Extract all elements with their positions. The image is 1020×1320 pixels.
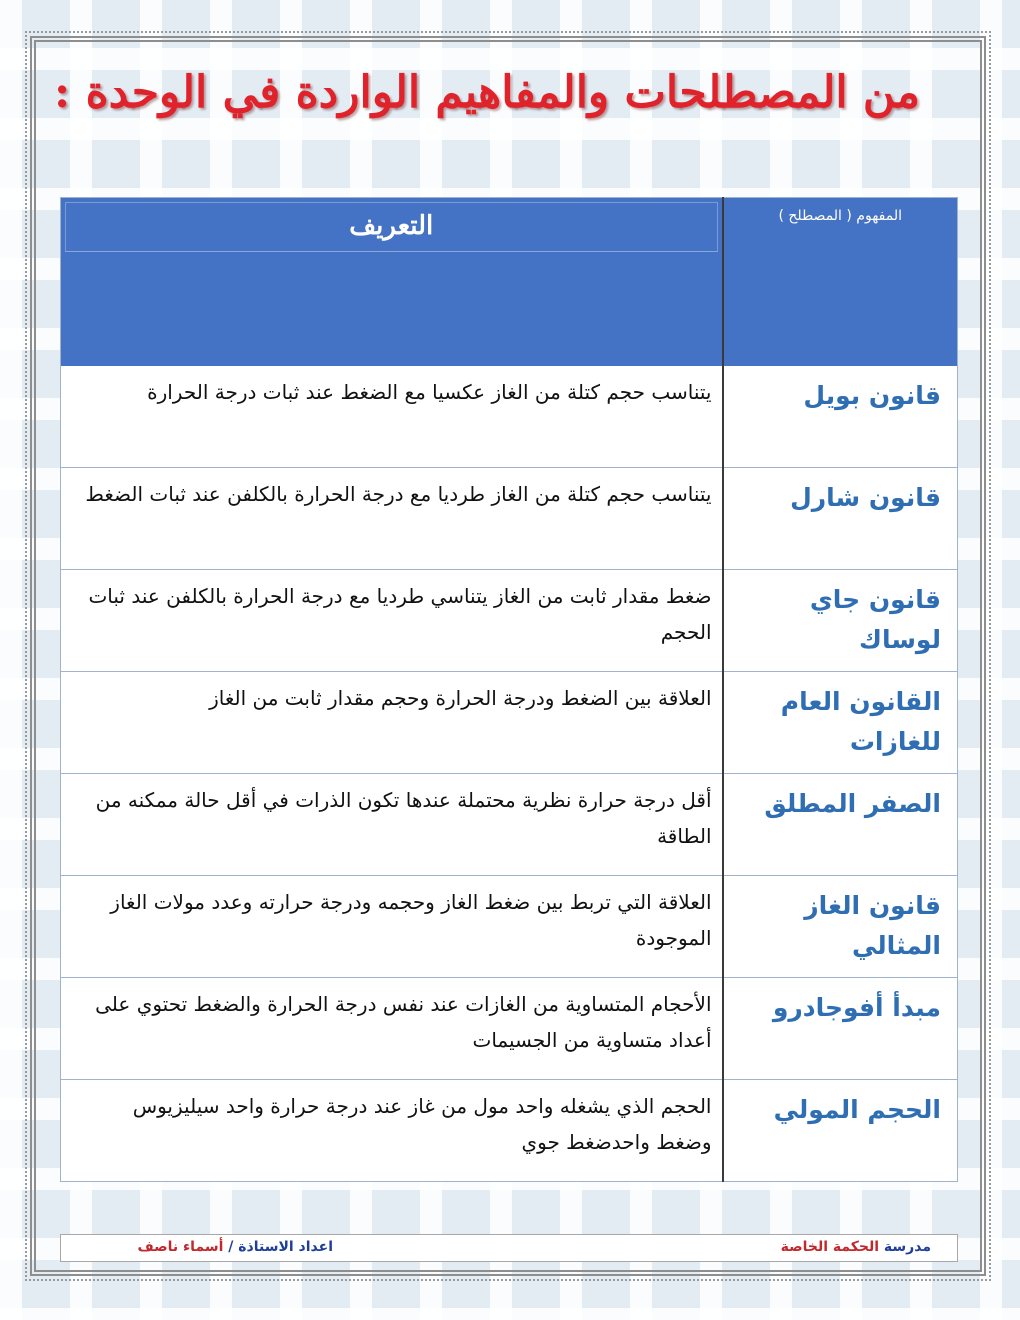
definition-cell: أقل درجة حرارة نظرية محتملة عندها تكون الذرات في أقل حالة ممكنه من الطاقة bbox=[61, 774, 723, 876]
prepared-by bbox=[137, 1239, 333, 1255]
term-cell: قانون الغاز المثالي bbox=[723, 876, 958, 978]
prepared-by-label: اعداد الاستاذة / bbox=[228, 1239, 333, 1255]
footer-bar bbox=[60, 1234, 958, 1262]
definition-cell: العلاقة التي تربط بين ضغط الغاز وحجمه ودرجة حرارته وعدد مولات الغاز الموجودة bbox=[61, 876, 723, 978]
definition-cell: ضغط مقدار ثابت من الغاز يتناسي طرديا مع درجة الحرارة بالكلفن عند ثبات الحجم bbox=[61, 570, 723, 672]
definition-cell: الأحجام المتساوية من الغازات عند نفس درجة الحرارة والضغط تحتوي على أعداد متساوية من الجسيمات bbox=[61, 978, 723, 1080]
term-cell: القانون العام للغازات bbox=[723, 672, 958, 774]
header-definition: التعريف bbox=[65, 202, 718, 252]
definition-cell: الحجم الذي يشغله واحد مول من غاز عند درجة حرارة واحد سيليزيوس وضغط واحدضغط جوي bbox=[132, 1094, 712, 1154]
page-title: من المصطلحات والمفاهيم الواردة في الوحدة : bbox=[54, 67, 920, 118]
table-row bbox=[61, 1080, 958, 1182]
teacher-name: أسماء ناصف bbox=[137, 1239, 224, 1255]
definition-cell: يتناسب حجم كتلة من الغاز عكسيا مع الضغط عند ثبات درجة الحرارة bbox=[61, 366, 723, 468]
table-row bbox=[61, 774, 958, 876]
table-row bbox=[61, 672, 958, 774]
terms-table bbox=[60, 197, 958, 1182]
table-row bbox=[61, 978, 958, 1080]
definition-cell: العلاقة بين الضغط ودرجة الحرارة وحجم مقدار ثابت من الغاز bbox=[61, 672, 723, 774]
header-term: المفهوم ( المصطلح ) bbox=[723, 198, 958, 366]
term-cell: قانون بويل bbox=[723, 366, 958, 468]
term-cell: الصفر المطلق bbox=[723, 774, 958, 876]
table-row bbox=[61, 366, 958, 468]
term-cell: قانون شارل bbox=[723, 468, 958, 570]
table-header-row bbox=[61, 198, 958, 366]
table-row bbox=[61, 570, 958, 672]
term-cell: الحجم المولي bbox=[723, 1080, 958, 1182]
term-cell: قانون جاي لوساك bbox=[723, 570, 958, 672]
table-row bbox=[61, 468, 958, 570]
school-prefix: مدرسة bbox=[883, 1239, 931, 1255]
school-name bbox=[781, 1239, 931, 1255]
table-row bbox=[61, 876, 958, 978]
term-cell: مبدأ أفوجادرو bbox=[723, 978, 958, 1080]
definition-cell: يتناسب حجم كتلة من الغاز طرديا مع درجة الحرارة بالكلفن عند ثبات الضغط bbox=[61, 468, 723, 570]
school-title: الحكمة الخاصة bbox=[780, 1239, 880, 1255]
header-definition-cell bbox=[61, 198, 723, 366]
